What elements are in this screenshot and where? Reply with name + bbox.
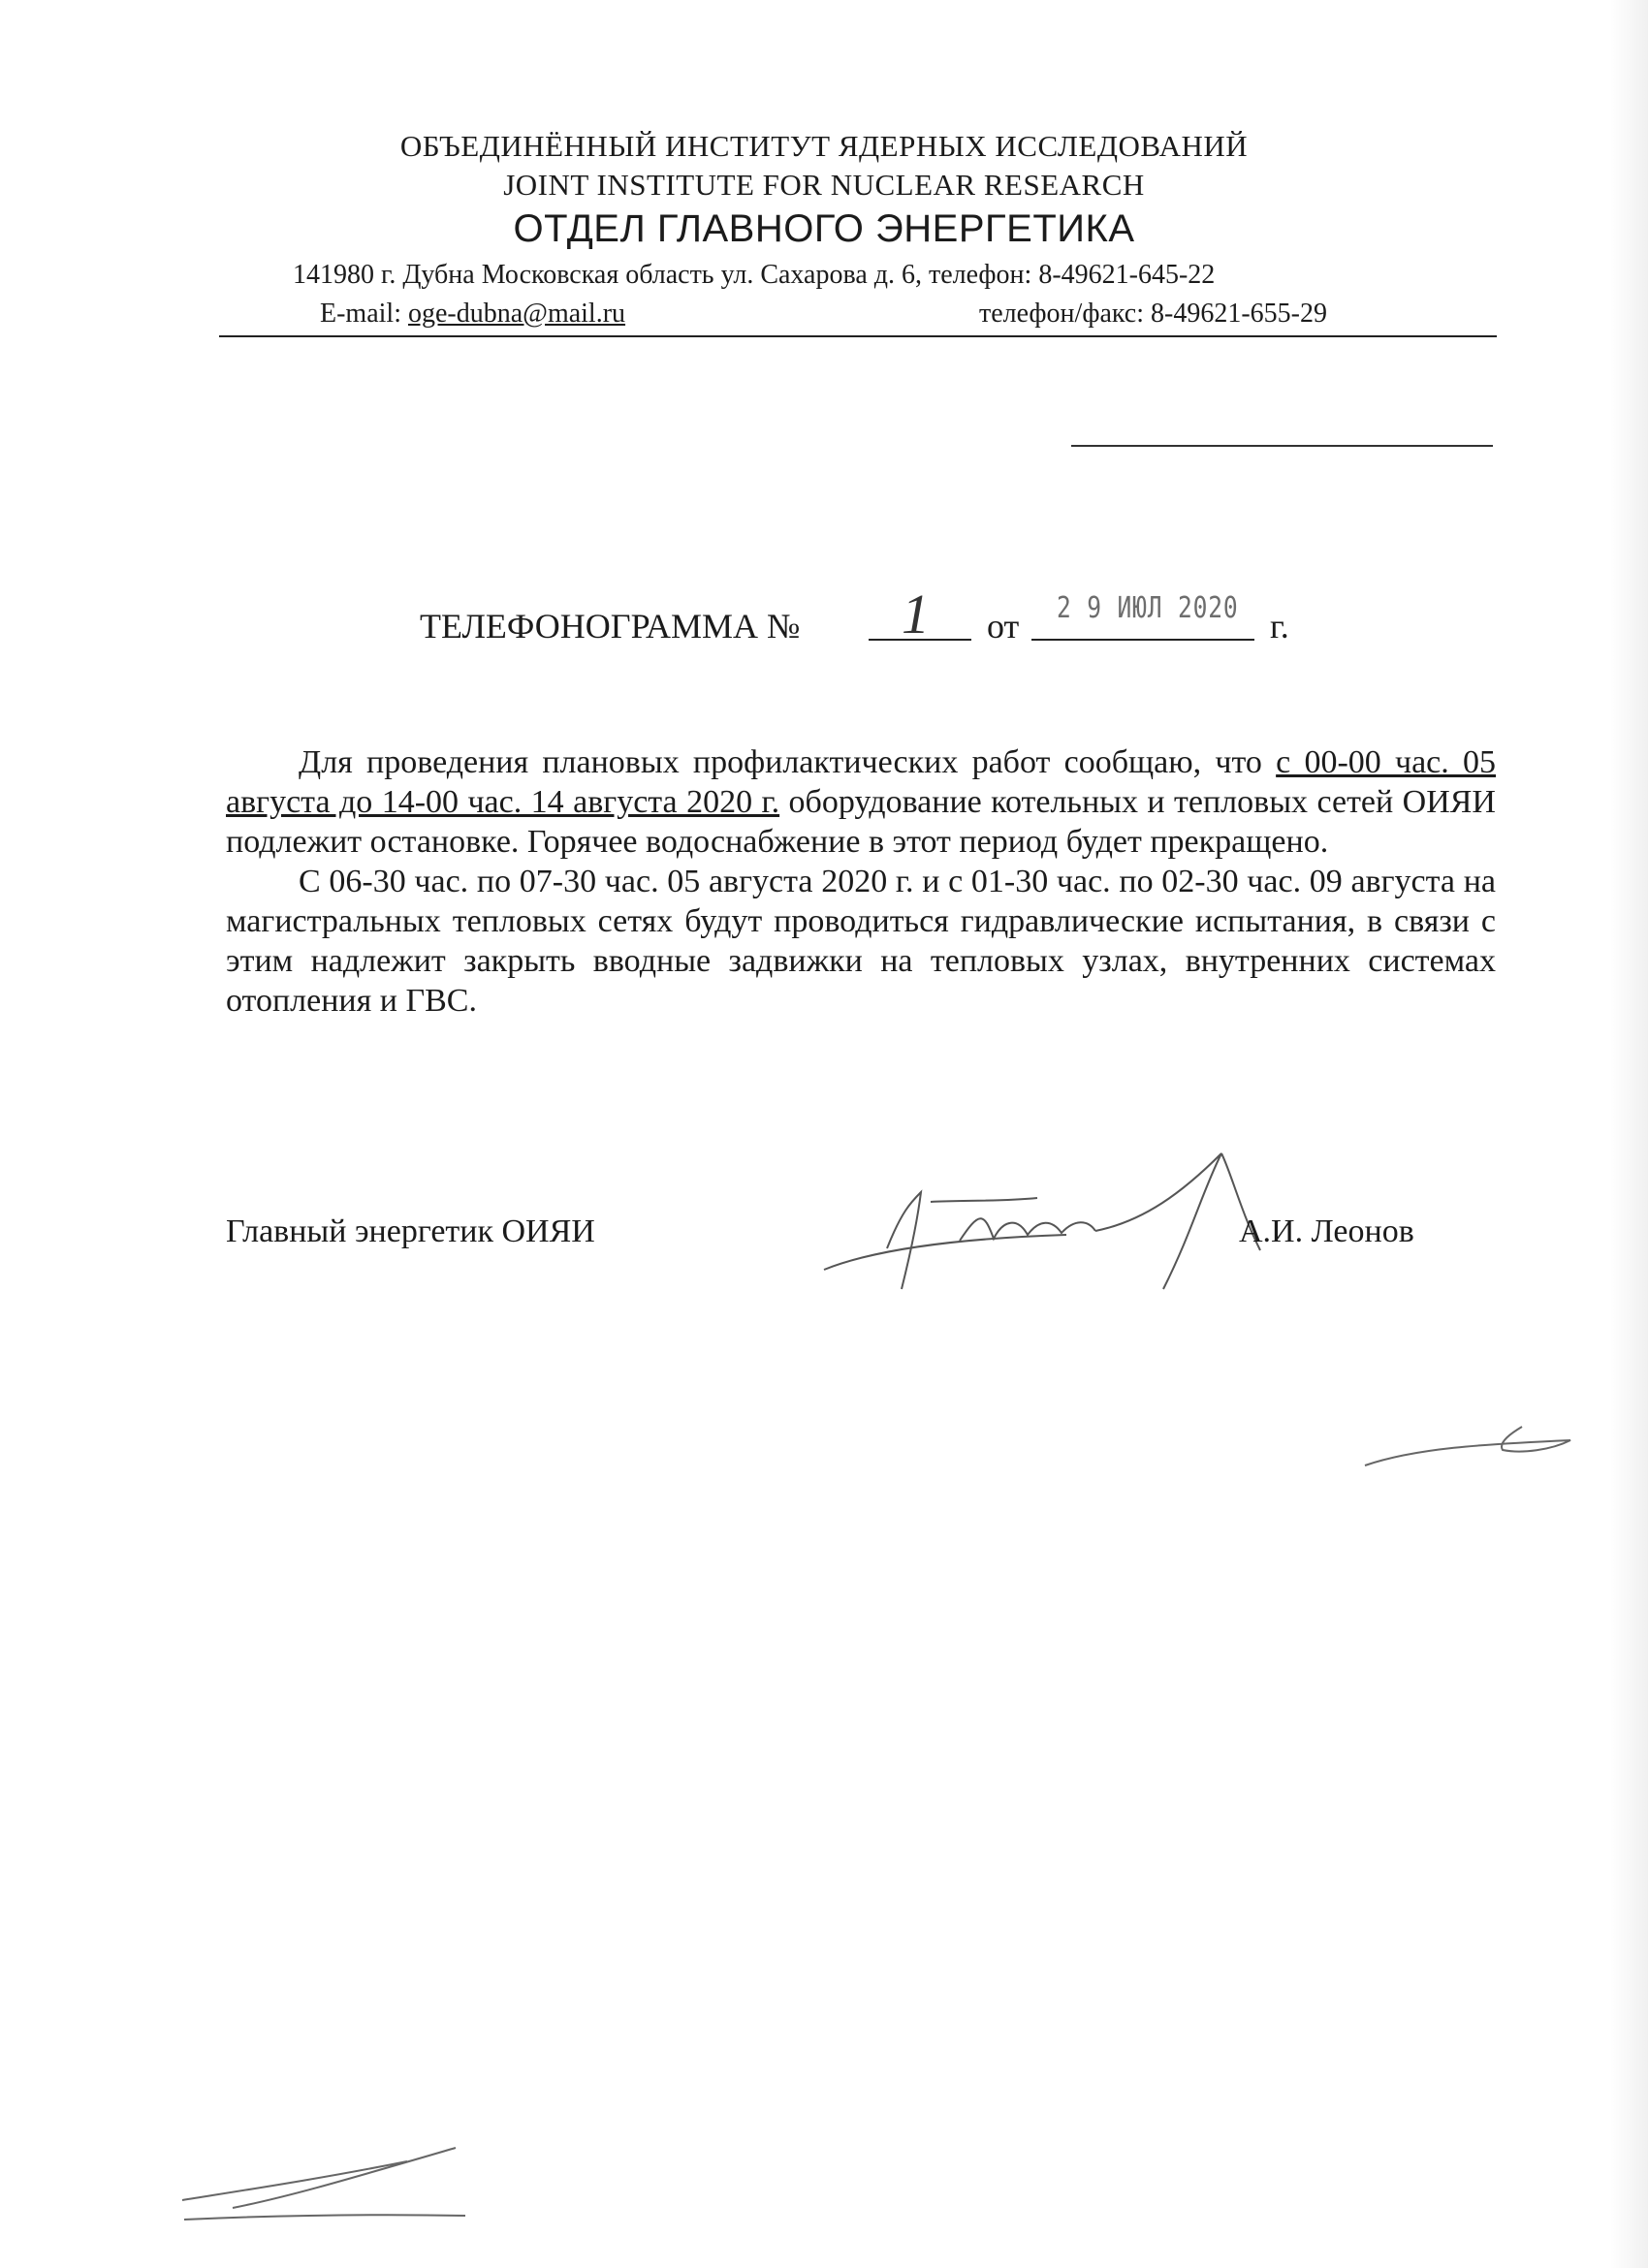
department-name: ОТДЕЛ ГЛАВНОГО ЭНЕРГЕТИКА: [513, 207, 1135, 250]
telephonogram-number: 1: [902, 583, 930, 646]
letterhead-rule: [219, 335, 1497, 337]
addressee-blank-line: [1071, 445, 1493, 447]
email-line: [320, 299, 625, 330]
paragraph-2: С 06-30 час. по 07-30 час. 05 августа 2020 г. и с 01-30 час. по 02-30 час. 09 августа на магистральных тепловых сетях будут проводиться гидравлические испытания, в связи с этим надлежит закрыть вводные задвижки на тепловых узлах, внутренних системах отопления и ГВС.: [226, 864, 1496, 1019]
signatory-role: Главный энергетик ОИЯИ: [226, 1213, 595, 1249]
underlined-period: с 00-00 час. 05 августа до 14-00 час. 14 августа 2020 г.: [226, 744, 1496, 820]
year-suffix: г.: [1270, 607, 1289, 646]
email-label: E-mail:: [320, 299, 408, 329]
date-blank-line: [1031, 639, 1254, 641]
handwritten-mark: [174, 2132, 485, 2229]
phone-fax: телефон/факс: 8-49621-655-29: [979, 299, 1327, 329]
signatory-name: А.И. Леонов: [1239, 1213, 1414, 1249]
paragraph-1: Для проведения плановых профилактических работ сообщаю, что с 00-00 час. 05 августа до 14-00 час. 14 августа 2020 г. оборудование котельных и тепловых сетей ОИЯИ подлежит остановке. Горячее водоснабжение в этот период будет прекращено.: [226, 744, 1496, 860]
org-name-ru: ОБЪЕДИНЁННЫЙ ИНСТИТУТ ЯДЕРНЫХ ИССЛЕДОВАНИЙ: [399, 129, 1249, 163]
message-body: [226, 742, 1496, 1021]
handwritten-mark: [1357, 1415, 1590, 1493]
org-name-en: JOINT INSTITUTE FOR NUCLEAR RESEARCH: [503, 168, 1145, 202]
scan-edge-shadow: [1609, 0, 1648, 2268]
email-address: oge-dubna@mail.ru: [407, 299, 626, 329]
address-line: 141980 г. Дубна Московская область ул. Сахарова д. 6, телефон: 8-49621-645-22: [293, 260, 1216, 290]
telephonogram-title: ТЕЛЕФОНОГРАММА №: [420, 607, 801, 646]
from-word: от: [987, 607, 1020, 646]
date-stamp: 2 9 ИЮЛ 2020: [1057, 591, 1239, 625]
